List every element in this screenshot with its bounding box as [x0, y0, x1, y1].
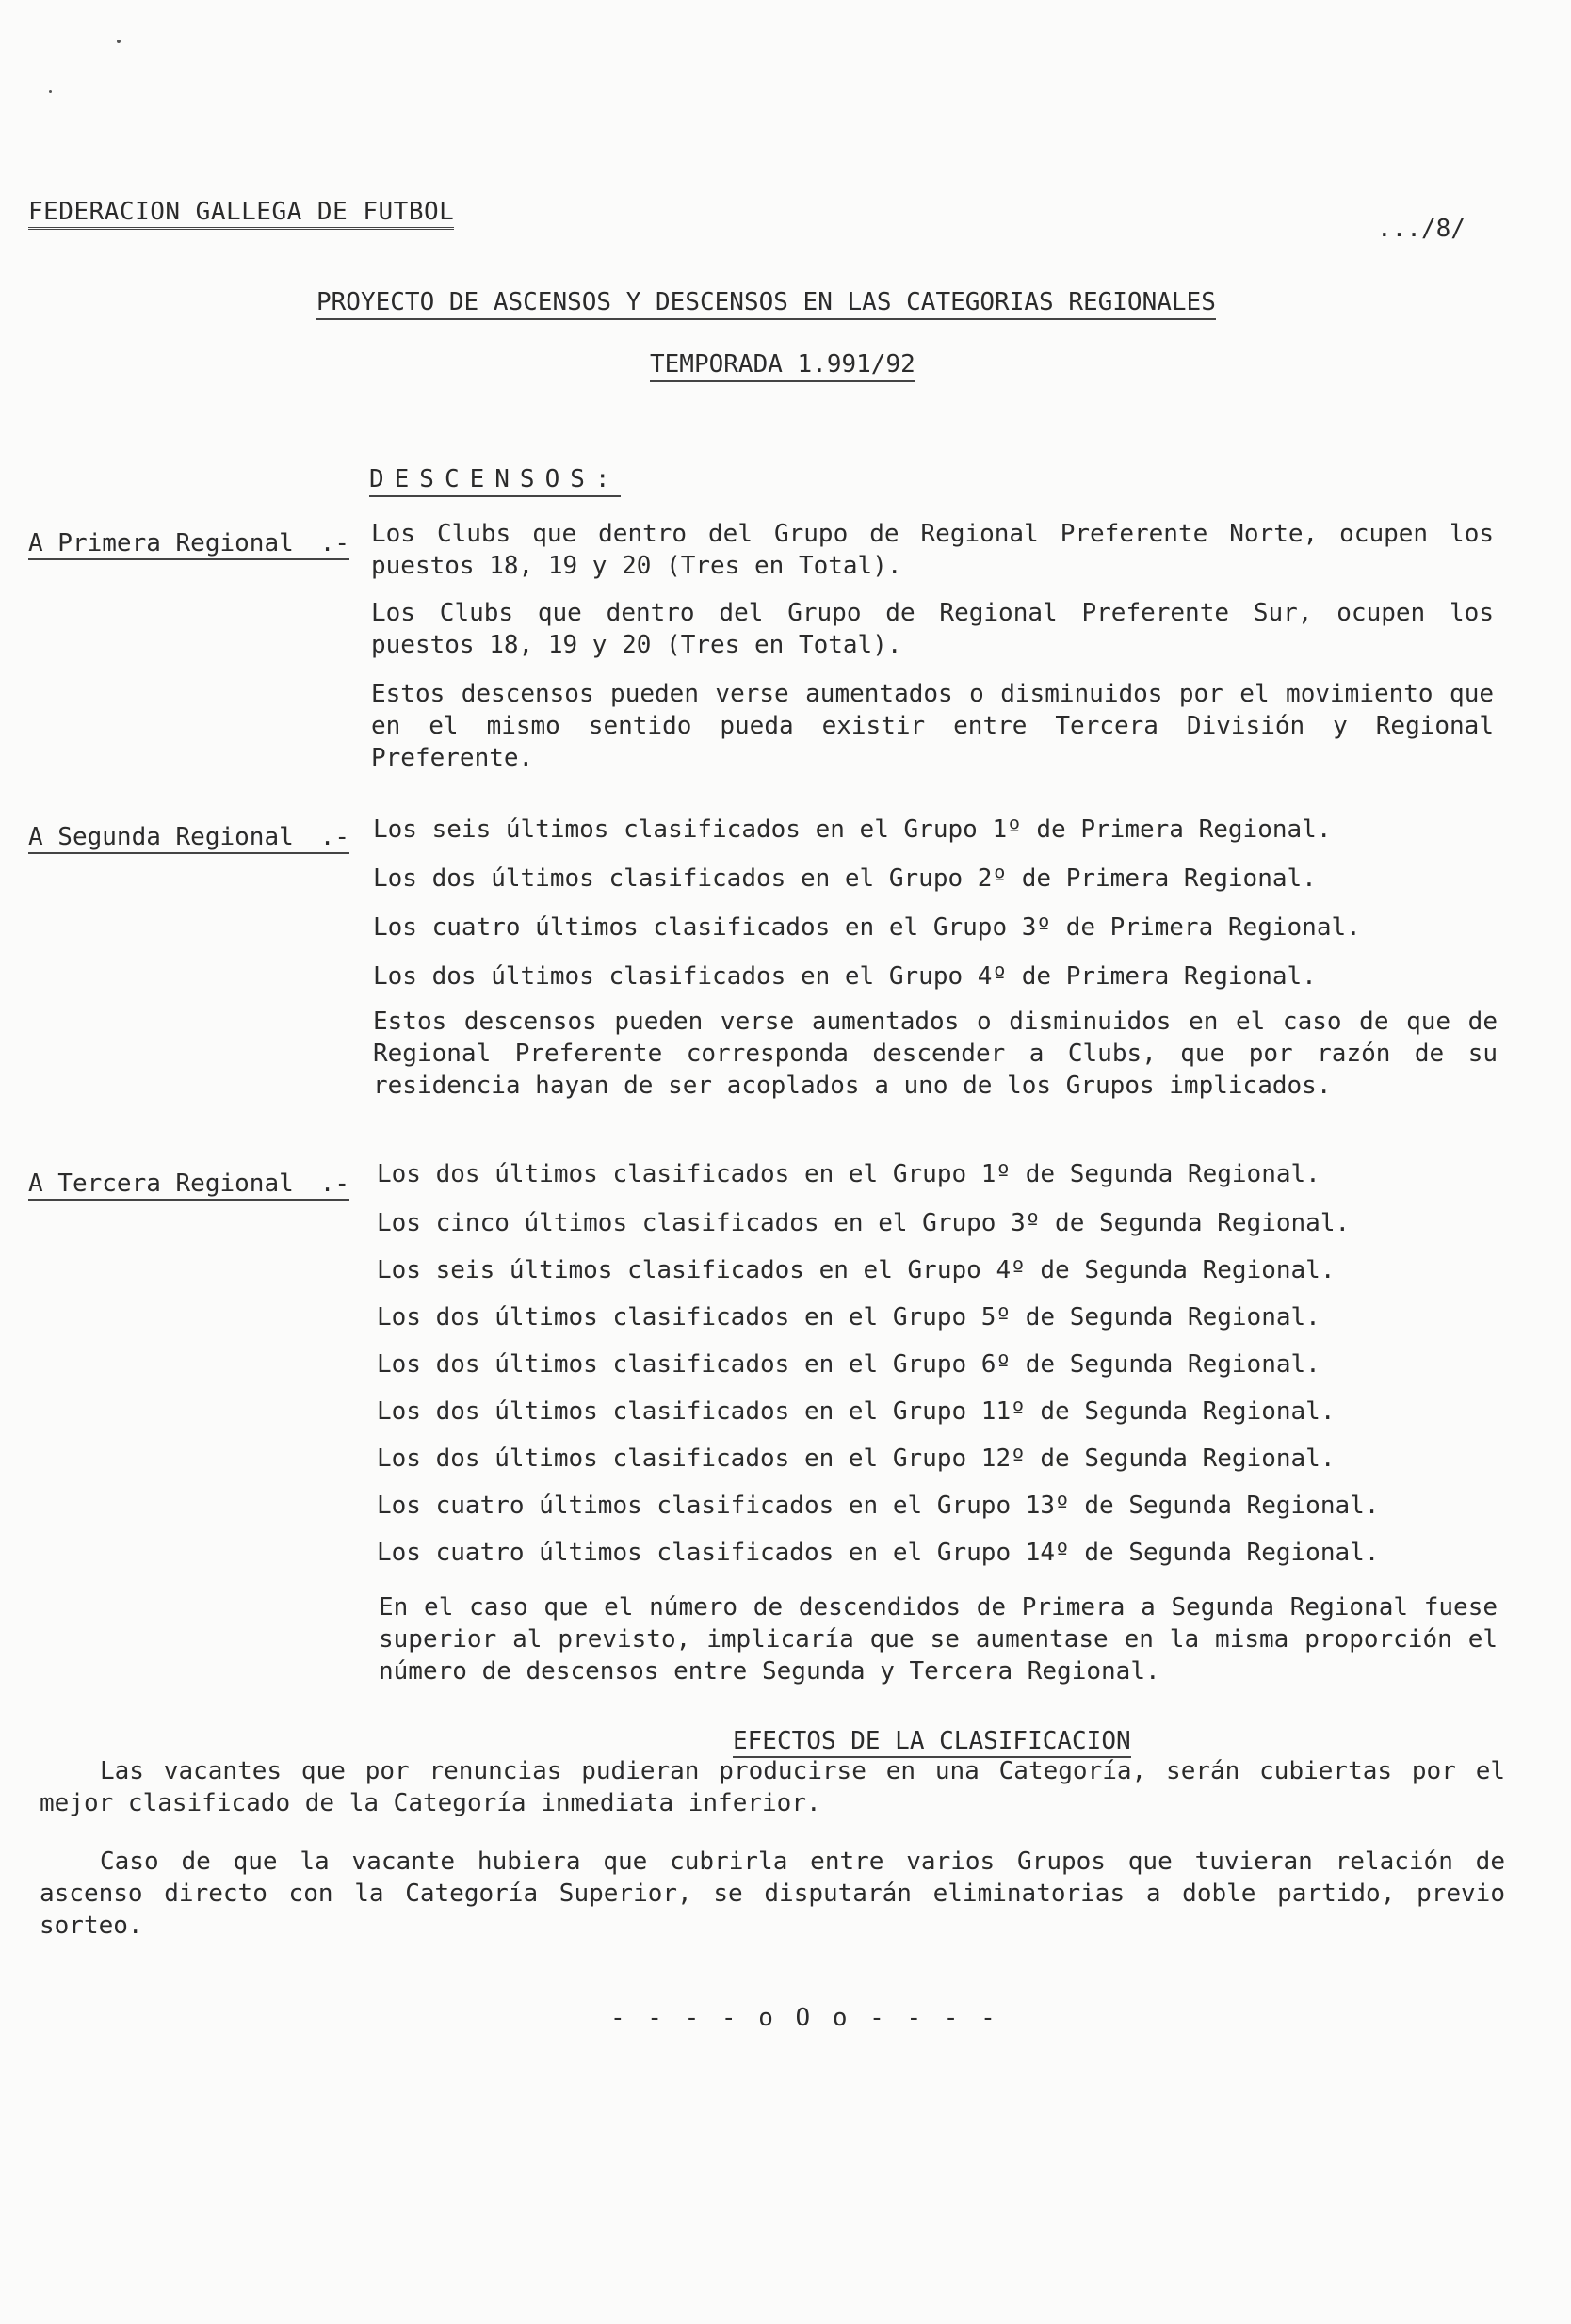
category-label-segunda	[28, 823, 349, 854]
season-label: TEMPORADA 1.991/92	[650, 350, 915, 382]
tercera-descent-line: Los dos últimos clasificados en el Grupo 1º de Segunda Regional.	[377, 1160, 1320, 1188]
segunda-descent-line: Los seis últimos clasificados en el Grupo 1º de Primera Regional.	[373, 815, 1332, 844]
tercera-descent-line: Los cuatro últimos clasificados en el Grupo 14º de Segunda Regional.	[377, 1539, 1380, 1567]
scan-speck	[117, 40, 121, 43]
scan-speck	[49, 90, 52, 93]
page-reference: .../8/	[1377, 215, 1466, 243]
tercera-descent-line: Los dos últimos clasificados en el Grupo 5º de Segunda Regional.	[377, 1303, 1320, 1331]
category-label-tercera	[28, 1170, 349, 1201]
segunda-descent-line: Los dos últimos clasificados en el Grupo 4º de Primera Regional.	[373, 962, 1317, 991]
tercera-descent-line: Los cinco últimos clasificados en el Grupo 3º de Segunda Regional.	[377, 1209, 1351, 1237]
tercera-descent-line: Los dos últimos clasificados en el Grupo 11º de Segunda Regional.	[377, 1397, 1336, 1426]
primera-paragraph-1: Los Clubs que dentro del Grupo de Regional Preferente Norte, ocupen los puestos 18, 19 y 20 (Tres en Total).	[371, 520, 1494, 580]
efectos-heading: EFECTOS DE LA CLASIFICACION	[733, 1727, 1131, 1758]
category-name: A Tercera Regional	[28, 1170, 294, 1198]
segunda-note: Estos descensos pueden verse aumentados o disminuidos en el caso de que de Regional Preferente corresponda descender a Clubs, que por razón de su residencia hayan de ser acoplados a uno de los Grupos implicados.	[373, 1008, 1498, 1100]
tercera-note: En el caso que el número de descendidos de Primera a Segunda Regional fuese superior al previsto, implicaría que se aumentase en la misma proporción el número de descensos entre Segunda y Tercera Regional.	[379, 1593, 1498, 1686]
tercera-descent-line: Los seis últimos clasificados en el Grupo 4º de Segunda Regional.	[377, 1256, 1336, 1284]
tercera-descent-line: Los dos últimos clasificados en el Grupo 12º de Segunda Regional.	[377, 1444, 1336, 1473]
primera-paragraph-3: Estos descensos pueden verse aumentados o disminuidos por el movimiento que en el mismo sentido pueda existir entre Tercera División y Regional Preferente.	[371, 680, 1494, 772]
category-name: A Segunda Regional	[28, 823, 294, 851]
category-label-primera	[28, 529, 349, 560]
organization-name: FEDERACION GALLEGA DE FUTBOL	[28, 198, 454, 230]
category-lead: .-	[319, 823, 350, 851]
closing-mark: - - - - o O o - - - -	[610, 2004, 999, 2032]
document-title: PROYECTO DE ASCENSOS Y DESCENSOS EN LAS CATEGORIAS REGIONALES	[316, 288, 1216, 320]
tercera-descent-line: Los dos últimos clasificados en el Grupo 6º de Segunda Regional.	[377, 1350, 1320, 1379]
segunda-descent-line: Los cuatro últimos clasificados en el Grupo 3º de Primera Regional.	[373, 913, 1361, 942]
primera-paragraph-2: Los Clubs que dentro del Grupo de Regional Preferente Sur, ocupen los puestos 18, 19 y 20 (Tres en Total).	[371, 599, 1494, 659]
category-lead: .-	[319, 1170, 350, 1198]
section-heading-descensos: DESCENSOS:	[369, 465, 621, 497]
category-name: A Primera Regional	[28, 529, 294, 557]
efectos-paragraph-1: Las vacantes que por renuncias pudieran producirse en una Categoría, serán cubiertas por el mejor clasificado de la Categoría inmediata inferior.	[40, 1757, 1505, 1817]
category-lead: .-	[319, 529, 350, 557]
tercera-descent-line: Los cuatro últimos clasificados en el Grupo 13º de Segunda Regional.	[377, 1492, 1380, 1520]
segunda-descent-line: Los dos últimos clasificados en el Grupo 2º de Primera Regional.	[373, 864, 1317, 893]
efectos-paragraph-2: Caso de que la vacante hubiera que cubrirla entre varios Grupos que tuvieran relación de ascenso directo con la Categoría Superior, se disputarán eliminatorias a doble partido, previo sorteo.	[40, 1848, 1505, 1940]
